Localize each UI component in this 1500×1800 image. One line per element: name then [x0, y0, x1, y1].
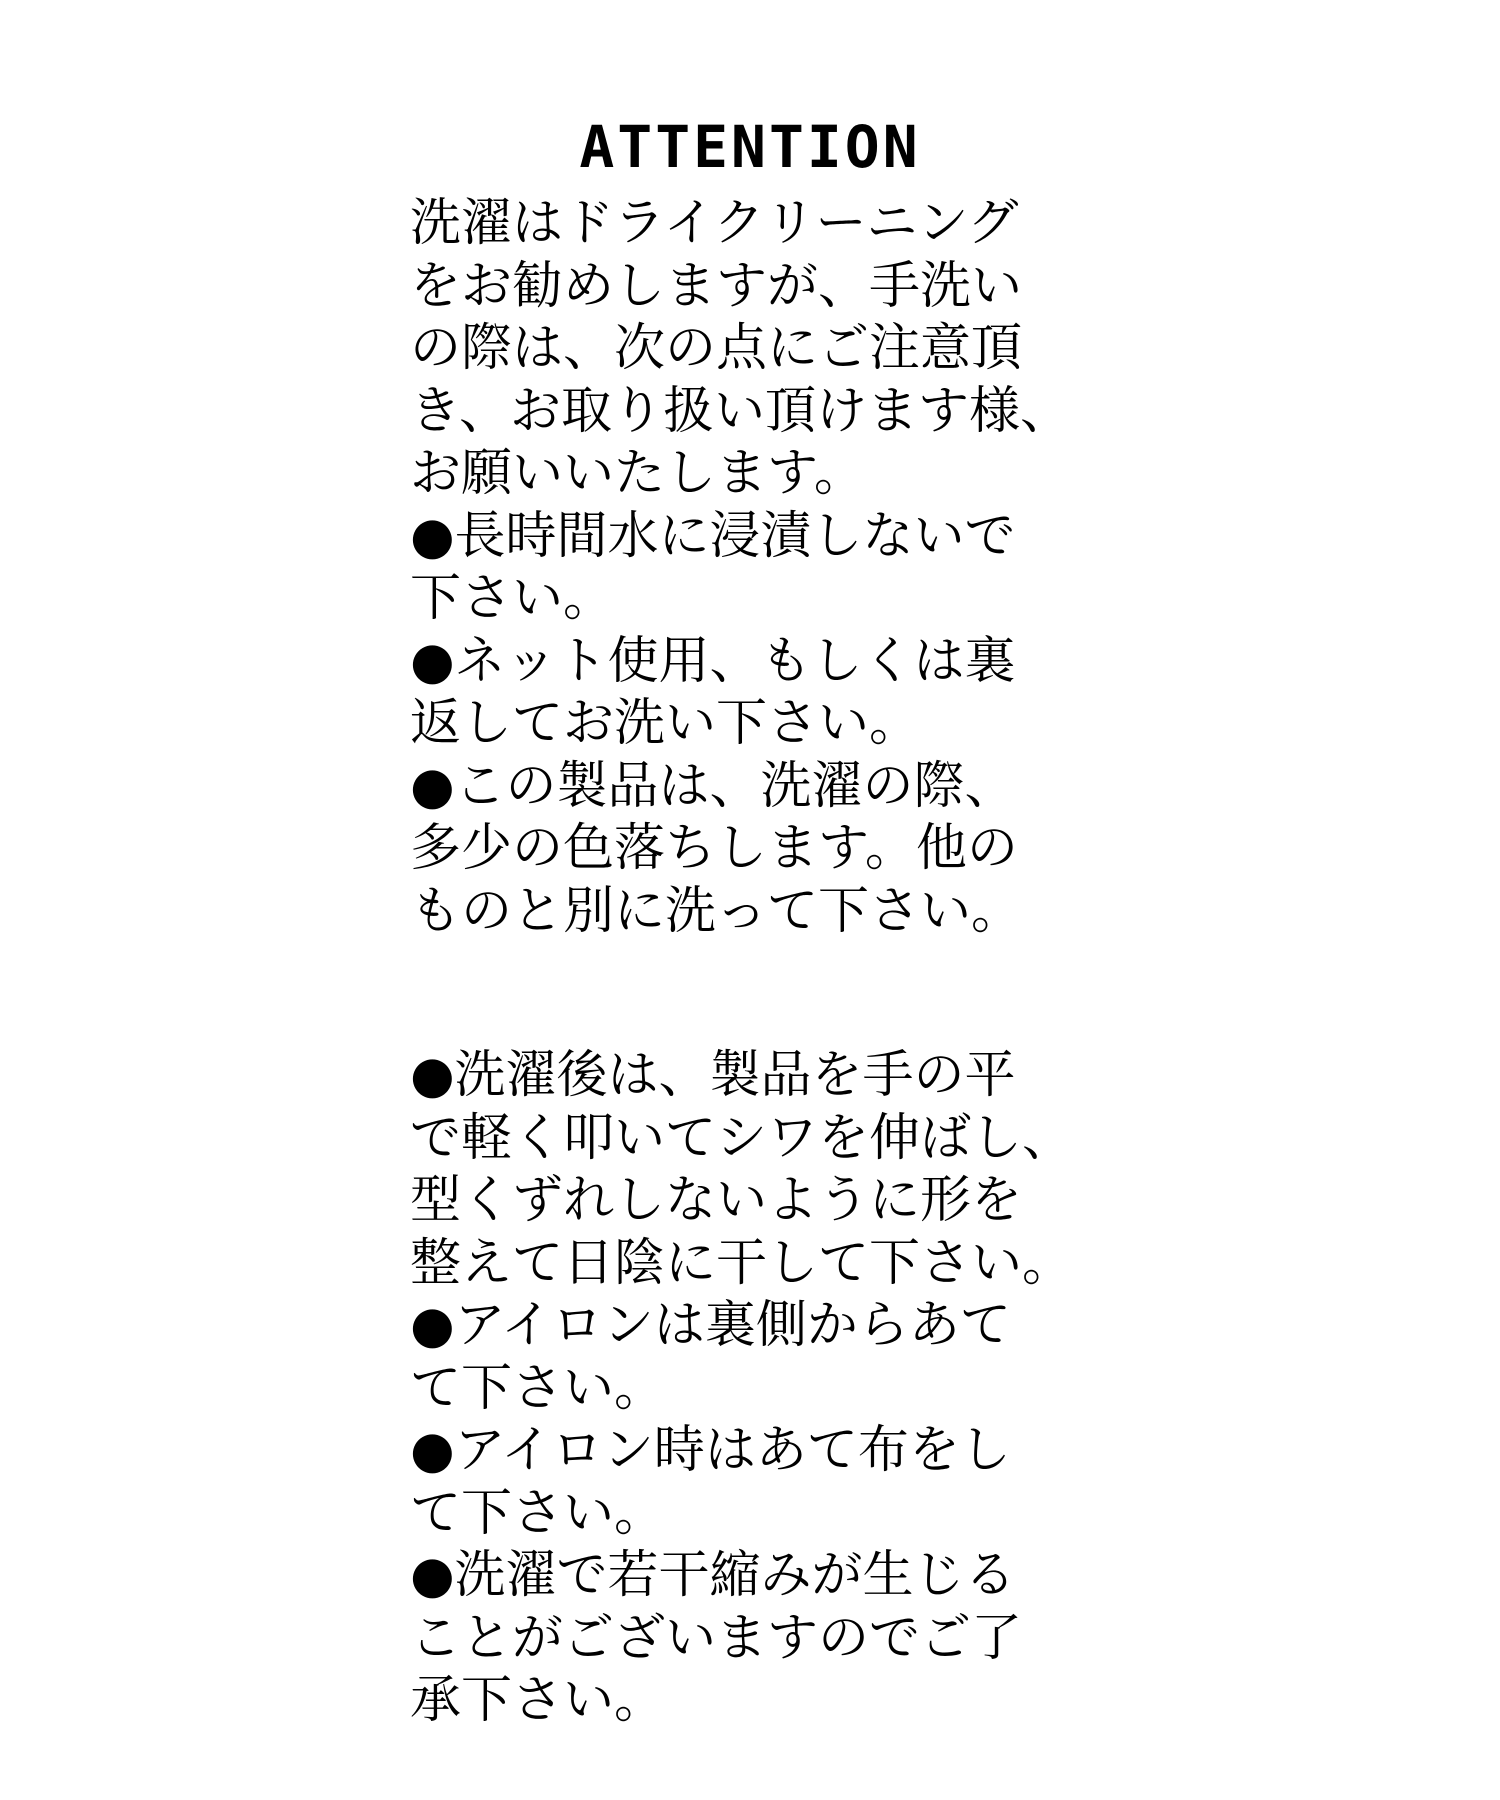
text-line: をお勧めしますが、手洗い — [410, 256, 1023, 316]
bullet-line: ●長時間水に浸漬しないで — [410, 506, 1016, 566]
text-line: ものと別に洗って下さい。 — [410, 881, 1023, 941]
text-line: お願いいたします。 — [410, 444, 865, 503]
attention-title: ATTENTION — [579, 113, 921, 181]
bullet-line: ●ネット使用、もしくは裏 — [410, 631, 1016, 691]
bullet-line: ●洗濯後は、製品を手の平 — [410, 1046, 1016, 1105]
text-line: 承下さい。 — [410, 1671, 666, 1730]
text-line: 洗濯はドライクリーニング — [410, 194, 1019, 253]
text-line: て下さい。 — [410, 1358, 666, 1418]
text-line: 返してお洗い下さい。 — [410, 694, 921, 753]
bullet-line: ●この製品は、洗濯の際、 — [410, 756, 1016, 816]
care-instructions-block-2 — [410, 1045, 1170, 1733]
bullet-line: ●アイロン時はあて布をし — [410, 1421, 1011, 1480]
text-line: の際は、次の点にご注意頂 — [410, 319, 1023, 378]
care-instructions-block-1 — [410, 193, 1170, 943]
text-line: で軽く叩いてシワを伸ばし、 — [410, 1108, 1074, 1168]
text-line: 下さい。 — [410, 569, 615, 628]
text-line: 型くずれしないように形を — [410, 1171, 1023, 1230]
text-line: ことがございますのでご了 — [410, 1608, 1023, 1668]
text-line: て下さい。 — [410, 1483, 666, 1543]
bullet-line: ●洗濯で若干縮みが生じる — [410, 1546, 1016, 1605]
text-line: 多少の色落ちします。他の — [410, 819, 1018, 878]
text-line: き、お取り扱い頂けます様、 — [410, 381, 1071, 441]
text-line: 整えて日陰に干して下さい。 — [410, 1233, 1074, 1293]
bullet-line: ●アイロンは裏側からあて — [410, 1296, 1011, 1355]
